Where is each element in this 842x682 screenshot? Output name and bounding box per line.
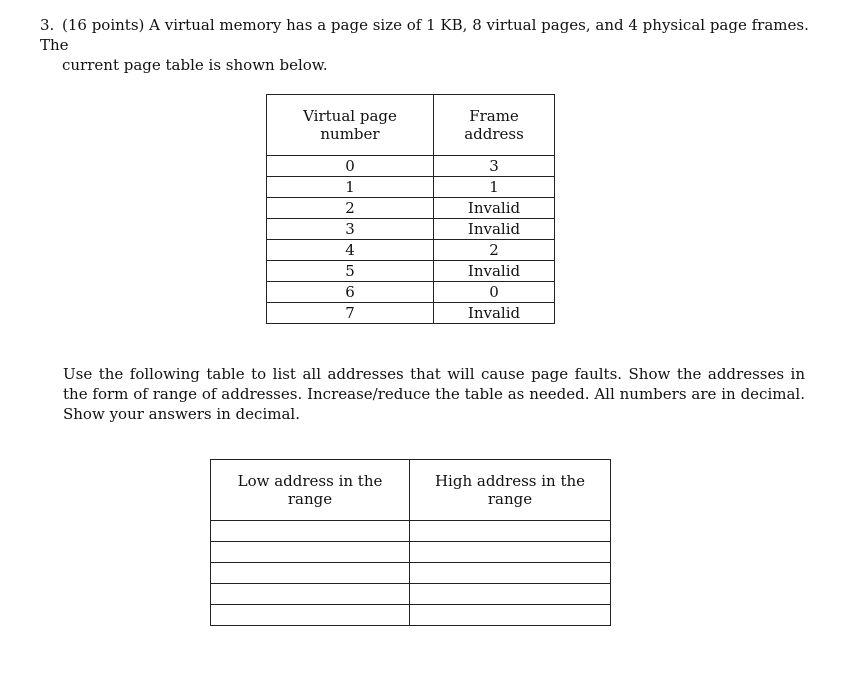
instructions-text: Use the following table to list all addresses that will cause page faults. Show the addresses in the form of range of addresses. Increase/reduce the table as needed. All numbers are in decimal. Show your answers in decimal. [63, 365, 805, 423]
high-address-cell[interactable] [410, 605, 611, 626]
question-prompt-line-2: current page table is shown below. [62, 56, 328, 74]
virtual-page-cell: 5 [267, 261, 434, 282]
fault-table-header-high: High address in the range [410, 460, 611, 521]
frame-address-cell: 0 [434, 282, 555, 303]
page-table-row [267, 240, 555, 261]
high-address-cell[interactable] [410, 521, 611, 542]
frame-address-cell: 1 [434, 177, 555, 198]
question-prompt-line-1: (16 points) A virtual memory has a page size of 1 KB, 8 virtual pages, and 4 physical page frames. The [40, 16, 809, 54]
page-table-row [267, 156, 555, 177]
page-table-row [267, 177, 555, 198]
question-line-1 [40, 15, 810, 55]
frame-address-cell: Invalid [434, 303, 555, 324]
page-table-header-virtual-page: Virtual page number [267, 95, 434, 156]
page-table-row [267, 198, 555, 219]
fault-table-header-row [211, 460, 611, 521]
page-fault-table [210, 459, 611, 626]
low-address-cell[interactable] [211, 605, 410, 626]
virtual-page-cell: 2 [267, 198, 434, 219]
page-table-header-row [267, 95, 555, 156]
virtual-page-cell: 0 [267, 156, 434, 177]
high-address-cell[interactable] [410, 584, 611, 605]
low-address-cell[interactable] [211, 542, 410, 563]
page-table-row [267, 219, 555, 240]
frame-address-cell: Invalid [434, 198, 555, 219]
virtual-page-cell: 7 [267, 303, 434, 324]
virtual-page-cell: 1 [267, 177, 434, 198]
frame-address-cell: Invalid [434, 261, 555, 282]
page-table-header-frame-address: Frame address [434, 95, 555, 156]
question-text [40, 15, 810, 75]
fault-table-row [211, 542, 611, 563]
virtual-page-cell: 3 [267, 219, 434, 240]
frame-address-cell: 2 [434, 240, 555, 261]
page-table-row [267, 261, 555, 282]
frame-address-cell: 3 [434, 156, 555, 177]
low-address-cell[interactable] [211, 584, 410, 605]
low-address-cell[interactable] [211, 563, 410, 584]
page-table [266, 94, 555, 324]
low-address-cell[interactable] [211, 521, 410, 542]
question-number: 3. [40, 16, 55, 34]
virtual-page-cell: 4 [267, 240, 434, 261]
high-address-cell[interactable] [410, 542, 611, 563]
fault-table-row [211, 563, 611, 584]
frame-address-cell: Invalid [434, 219, 555, 240]
page-table-row [267, 303, 555, 324]
page-table-row [267, 282, 555, 303]
high-address-cell[interactable] [410, 563, 611, 584]
virtual-page-cell: 6 [267, 282, 434, 303]
fault-table-row [211, 584, 611, 605]
fault-table-row [211, 605, 611, 626]
fault-table-header-low: Low address in the range [211, 460, 410, 521]
fault-table-row [211, 521, 611, 542]
